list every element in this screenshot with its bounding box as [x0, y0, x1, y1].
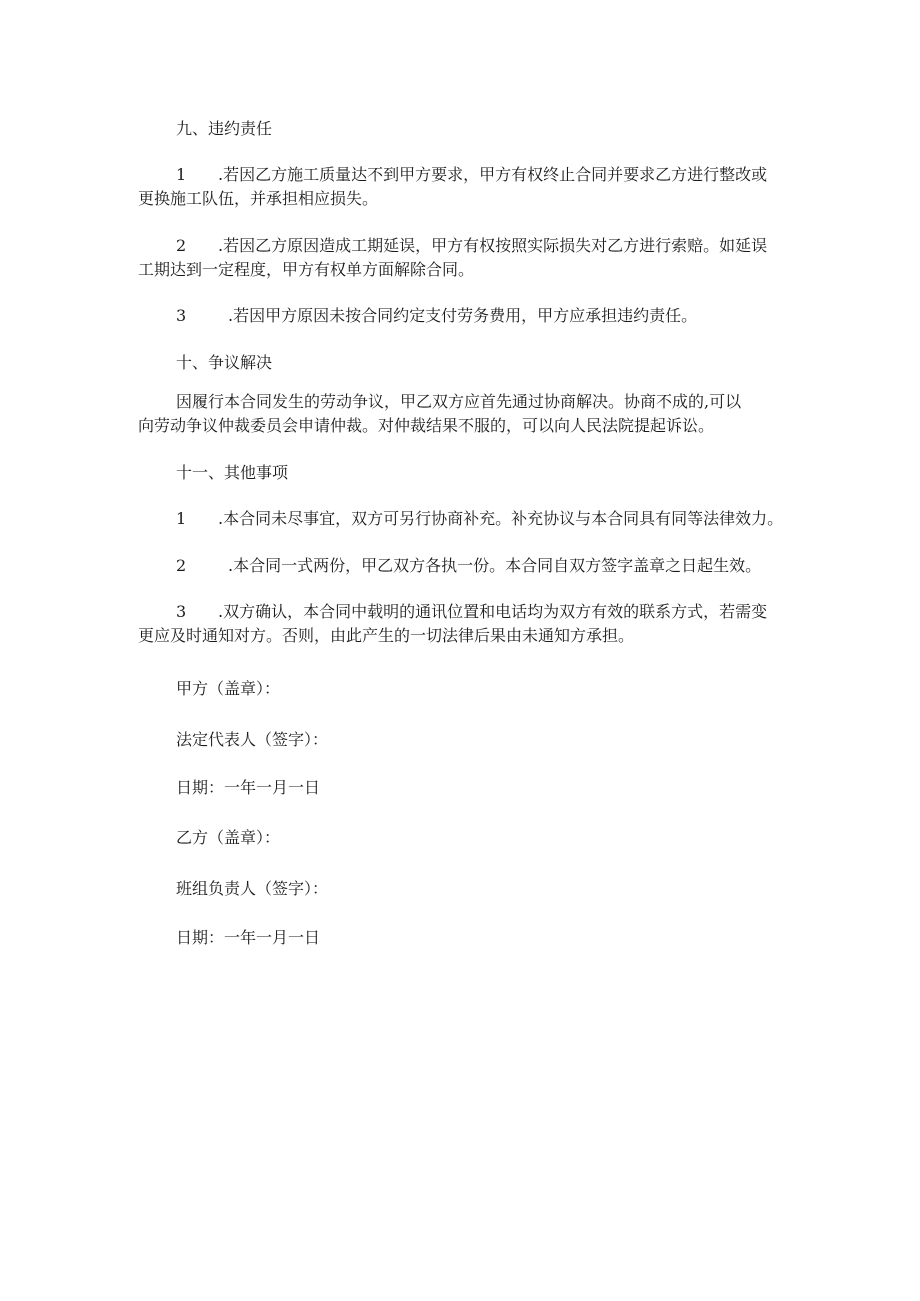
item-text: .双方确认，本合同中载明的通讯位置和电话均为双方有效的联系方式，若需变 [218, 602, 768, 621]
other-item-2 [176, 553, 761, 579]
party-a-representative-label: 法定代表人（签字）： [176, 730, 329, 749]
breach-item-3 [176, 303, 697, 329]
party-b-date-label: 日期：一年一月一日 [176, 928, 321, 947]
breach-item-2-line-1 [176, 233, 767, 259]
section-heading-breach: 九、违约责任 [176, 119, 273, 138]
other-item-3-line-2: 更应及时通知对方。否则，由此产生的一切法律后果由未通知方承担。 [138, 626, 635, 645]
breach-item-2-line-2: 工期达到一定程度，甲方有权单方面解除合同。 [138, 260, 475, 279]
party-b-leader-label: 班组负责人（签字）： [176, 879, 329, 898]
item-number: 2 [176, 556, 187, 575]
item-number: 3 [176, 306, 187, 325]
item-text: .本合同一式两份，甲乙双方各执一份。本合同自双方签字盖章之日起生效。 [228, 556, 762, 575]
breach-item-1-line-2: 更换施工队伍，并承担相应损失。 [138, 189, 379, 208]
section-heading-other: 十一、其他事项 [176, 463, 289, 482]
breach-item-1-line-1 [176, 162, 767, 188]
other-item-1 [176, 506, 783, 532]
dispute-para-line-1: 因履行本合同发生的劳动争议，甲乙双方应首先通过协商解决。协商不成的,可以 [176, 392, 742, 411]
party-b-seal-label: 乙方（盖章）： [176, 828, 281, 847]
item-number: 2 [176, 236, 187, 255]
item-number: 1 [176, 509, 187, 528]
item-text: .本合同未尽事宜，双方可另行协商补充。补充协议与本合同具有同等法律效力。 [218, 509, 784, 528]
dispute-para-line-2: 向劳动争议仲裁委员会申请仲裁。对仲裁结果不服的，可以向人民法院提起诉讼。 [138, 416, 715, 435]
item-text: .若因乙方施工质量达不到甲方要求，甲方有权终止合同并要求乙方进行整改或 [218, 165, 768, 184]
party-a-date-label: 日期：一年一月一日 [176, 778, 321, 797]
party-a-seal-label: 甲方（盖章）： [176, 679, 281, 698]
section-heading-dispute: 十、争议解决 [176, 353, 273, 372]
item-text: .若因乙方原因造成工期延误，甲方有权按照实际损失对乙方进行索赔。如延误 [218, 236, 768, 255]
item-text: .若因甲方原因未按合同约定支付劳务费用，甲方应承担违约责任。 [228, 306, 698, 325]
other-item-3-line-1 [176, 599, 767, 625]
item-number: 3 [176, 602, 187, 621]
item-number: 1 [176, 165, 187, 184]
